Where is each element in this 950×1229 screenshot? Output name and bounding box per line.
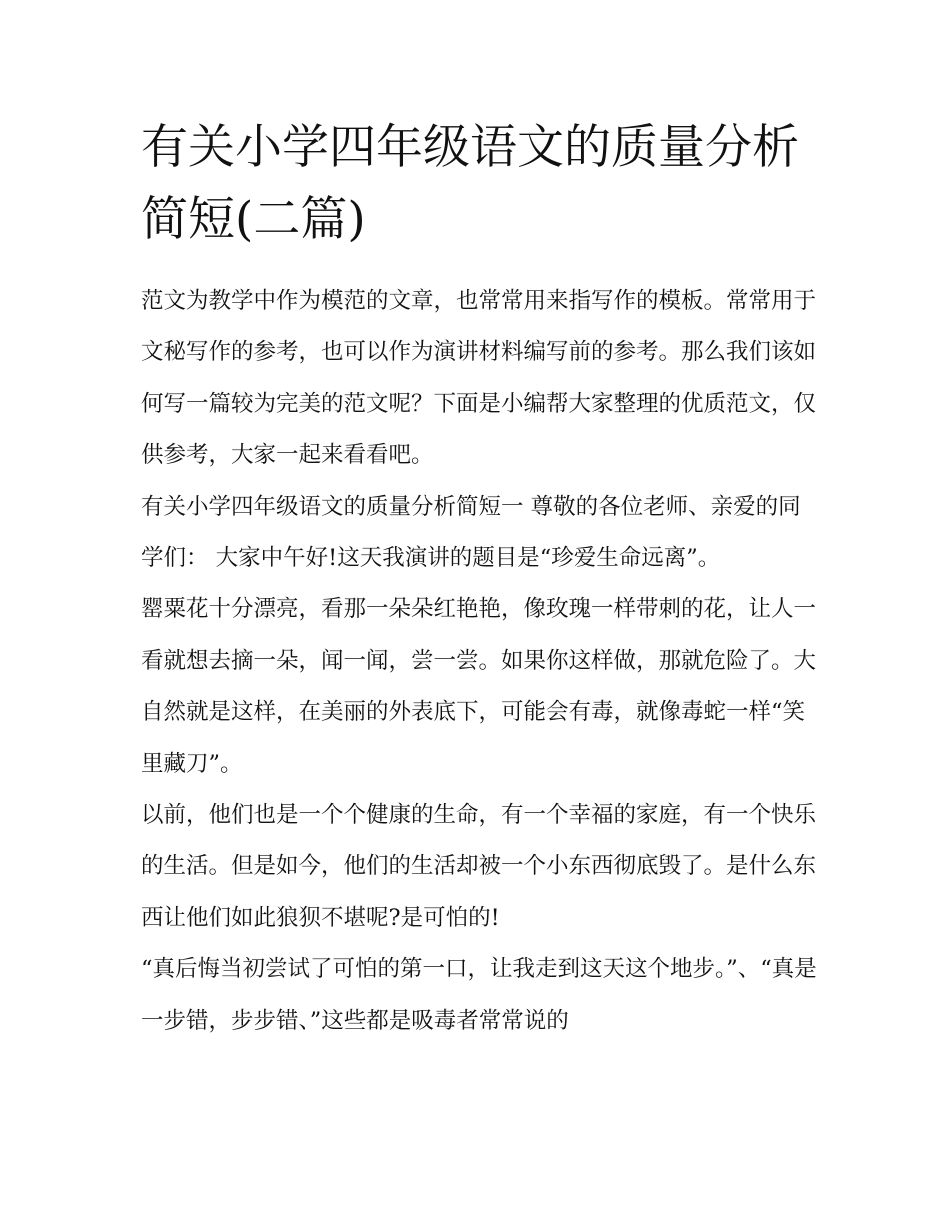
document-body	[141, 276, 821, 1047]
document-page	[141, 112, 821, 1047]
document-title: 有关小学四年级语文的质量分析简短(二篇)	[141, 120, 799, 247]
paragraph-speech-opening: 有关小学四年级语文的质量分析简短一 尊敬的各位老师、亲爱的同学们： 大家中午好!这天我演讲的题目是“珍爱生命远离”。	[141, 493, 801, 572]
paragraph-intro: 范文为教学中作为模范的文章，也常常用来指写作的模板。常常用于文秘写作的参考，也可以作为演讲材料编写前的参考。那么我们该如何写一篇较为完美的范文呢？下面是小编帮大家整理的优质范文，仅供参考，大家一起来看看吧。	[141, 288, 817, 469]
paragraph-poppy: 罂粟花十分漂亮，看那一朵朵红艳艳，像玫瑰一样带刺的花，让人一看就想去摘一朵，闻一闻，尝一尝。如果你这样做，那就危险了。大自然就是这样，在美丽的外表底下，可能会有毒，就像毒蛇一样“笑里藏刀”。	[141, 596, 817, 777]
paragraph-regret: “真后悔当初尝试了可怕的第一口，让我走到这天这个地步。”、“真是一步错，步步错、”这些都是吸毒者常常说的	[141, 956, 817, 1034]
paragraph-past-lives: 以前，他们也是一个个健康的生命，有一个幸福的家庭，有一个快乐的生活。但是如今，他们的生活却被一个小东西彻底毁了。是什么东西让他们如此狼狈不堪呢?是可怕的!	[141, 802, 817, 931]
